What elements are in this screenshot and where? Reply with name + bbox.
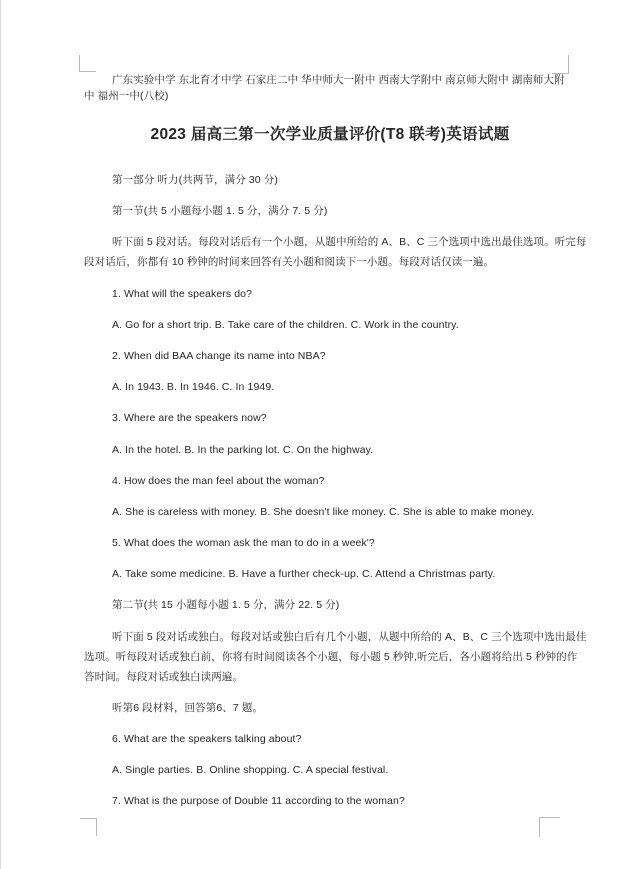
question-line-6: 6. What are the speakers talking about? (112, 733, 302, 745)
part1-heading: 第一部分 听力(共两节，满分 30 分) (112, 174, 278, 186)
options-line-1: A. Go for a short trip. B. Take care of the children. C. Work in the country. (112, 318, 459, 331)
crop-mark-bottom-right (539, 817, 560, 837)
options-line-5: A. Take some medicine. B. Have a further check-up. C. Attend a Christmas party. (112, 568, 496, 581)
school-list-line-1: 广东实验中学 东北育才中学 石家庄二中 华中师大一附中 西南大学附中 南京师大附中 湖南师大附 (112, 74, 565, 86)
section2-instructions-line: 答时间。每段对话或独白读两遍。 (84, 670, 243, 683)
options-line-2: A. In 1943. B. In 1946. C. In 1949. (112, 381, 275, 394)
school-list-line-2: 中 福州一中(八校) (84, 90, 169, 102)
options-line-3: A. In the hotel. B. In the parking lot. C. On the highway. (112, 443, 374, 456)
question-line-1: 1. What will the speakers do? (112, 287, 253, 300)
section2-heading: 第二节(共 15 小题每小题 1. 5 分，满分 22. 5 分) (112, 599, 340, 612)
section2-instructions-line: 听下面 5 段对话或独白。每段对话或独白后有几个小题，从题中所给的 A、B、C 三个选项中选出最佳 (112, 630, 587, 643)
page-left-edge (0, 0, 1, 869)
question-line-3: 3. Where are the speakers now? (112, 412, 267, 425)
options-line-4: A. She is careless with money. B. She doesn't like money. C. She is able to make money. (112, 505, 535, 518)
options-line-6: A. Single parties. B. Online shopping. C. A special festival. (112, 764, 389, 777)
question-line-2: 2. When did BAA change its name into NBA? (112, 349, 326, 362)
section1-heading: 第一节(共 5 小题每小题 1. 5 分，满分 7. 5 分) (112, 205, 328, 218)
document-content (84, 72, 587, 811)
page-title: 2023 届高三第一次学业质量评价(T8 联考)英语试题 (150, 126, 510, 143)
section1-instructions-line: 段对话后，你都有 10 秒钟的时间来回答有关小题和阅读下一小题。每段对话仅读一遍。 (84, 256, 495, 269)
crop-mark-top-left (79, 55, 96, 72)
section1-instructions-line: 听下面 5 段对话。每段对话后有一个小题，从题中所给的 A、B、C 三个选项中选出最佳选项。听完每 (112, 236, 587, 249)
question-line-5: 5. What does the woman ask the man to do in a week'? (112, 537, 375, 550)
question-line-7: 7. What is the purpose of Double 11 according to the woman? (112, 795, 405, 808)
question-line-4: 4. How does the man feel about the woman? (112, 474, 325, 487)
section2-instructions-line: 选项。听每段对话或独白前，你将有时间阅读各个小题，每小题 5 秒钟,听完后，各小题将给出 5 秒钟的作 (84, 650, 578, 663)
crop-mark-bottom-left (80, 818, 97, 836)
material-note: 听第6 段材料，回答第6、7 题。 (112, 701, 264, 714)
